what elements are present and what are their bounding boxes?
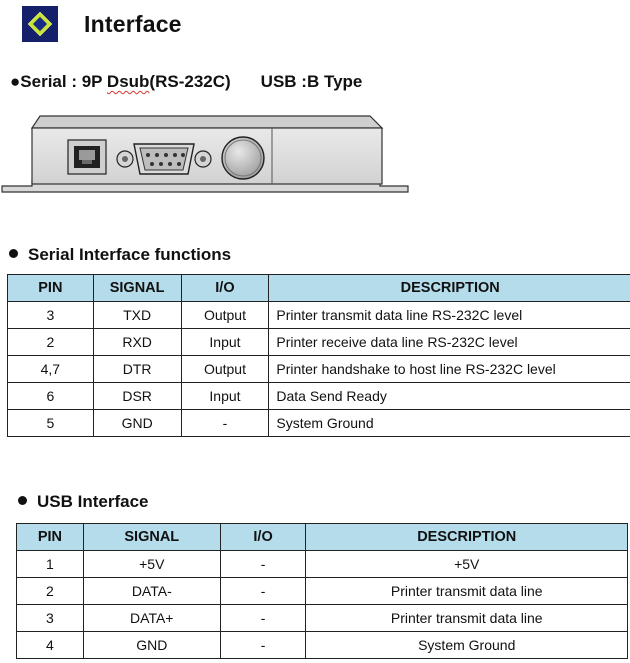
cell-description: Data Send Ready	[269, 383, 630, 410]
table-row	[8, 329, 630, 356]
table-row	[8, 383, 630, 410]
cell-signal: DATA+	[83, 605, 220, 632]
table-row	[8, 356, 630, 383]
spec-dsub: Dsub	[106, 72, 150, 91]
spec-serial-prefix: Serial : 9P	[20, 72, 107, 91]
cell-signal: +5V	[83, 551, 220, 578]
column-header-description: DESCRIPTION	[306, 524, 628, 551]
bullet-icon	[9, 249, 18, 258]
cell-description: Printer handshake to host line RS-232C level	[269, 356, 630, 383]
column-header-signal: SIGNAL	[93, 275, 181, 302]
cell-signal: RXD	[93, 329, 181, 356]
cell-io: -	[220, 632, 306, 659]
column-header-pin: PIN	[8, 275, 94, 302]
table-header-row	[17, 524, 628, 551]
cell-io: -	[220, 551, 306, 578]
device-rear-panel	[0, 108, 420, 198]
column-header-signal: SIGNAL	[83, 524, 220, 551]
cell-pin: 3	[17, 605, 84, 632]
table-row	[17, 551, 628, 578]
table-row	[8, 302, 630, 329]
table-row	[17, 578, 628, 605]
page-title-row	[22, 6, 182, 42]
column-header-description: DESCRIPTION	[269, 275, 630, 302]
cell-pin: 4	[17, 632, 84, 659]
bullet-icon	[18, 496, 27, 505]
cell-pin: 5	[8, 410, 94, 437]
cell-description: Printer receive data line RS-232C level	[269, 329, 630, 356]
serial-interface-table	[7, 274, 630, 437]
usb-section-title: USB Interface	[37, 492, 149, 511]
table-header-row	[8, 275, 630, 302]
usb-interface-table	[16, 523, 628, 659]
usb-b-port-icon	[68, 140, 106, 174]
cell-pin: 6	[8, 383, 94, 410]
cell-signal: GND	[93, 410, 181, 437]
round-power-jack-icon	[222, 137, 264, 179]
cell-pin: 2	[8, 329, 94, 356]
page-title: Interface	[84, 10, 182, 37]
table-row	[17, 605, 628, 632]
cell-signal: GND	[83, 632, 220, 659]
cell-description: System Ground	[269, 410, 630, 437]
spec-serial-suffix: (RS-232C)	[149, 72, 231, 91]
usb-section-heading	[18, 492, 148, 512]
cell-pin: 2	[17, 578, 84, 605]
cell-io: -	[181, 410, 269, 437]
cell-pin: 1	[17, 551, 84, 578]
spec-bullet: ●	[10, 72, 21, 91]
cell-description: Printer transmit data line	[306, 605, 628, 632]
cell-signal: DATA-	[83, 578, 220, 605]
table-row	[8, 410, 630, 437]
cell-description: +5V	[306, 551, 628, 578]
table-row	[17, 632, 628, 659]
cell-description: Printer transmit data line	[306, 578, 628, 605]
device-rear-panel-illustration	[0, 108, 420, 198]
cell-io: Output	[181, 356, 269, 383]
diamond-logo-icon	[22, 6, 58, 42]
cell-pin: 3	[8, 302, 94, 329]
cell-io: Output	[181, 302, 269, 329]
cell-signal: DTR	[93, 356, 181, 383]
cell-pin: 4,7	[8, 356, 94, 383]
column-header-pin: PIN	[17, 524, 84, 551]
column-header-io: I/O	[181, 275, 269, 302]
serial-section-title: Serial Interface functions	[28, 245, 232, 264]
cell-signal: DSR	[93, 383, 181, 410]
cell-io: -	[220, 578, 306, 605]
cell-description: Printer transmit data line RS-232C level	[269, 302, 630, 329]
spec-usb: USB :B Type	[260, 72, 363, 91]
cell-io: -	[220, 605, 306, 632]
serial-section-heading	[9, 245, 231, 265]
cell-io: Input	[181, 329, 269, 356]
connector-spec-line	[10, 72, 362, 92]
cell-signal: TXD	[93, 302, 181, 329]
column-header-io: I/O	[220, 524, 306, 551]
cell-description: System Ground	[306, 632, 628, 659]
cell-io: Input	[181, 383, 269, 410]
